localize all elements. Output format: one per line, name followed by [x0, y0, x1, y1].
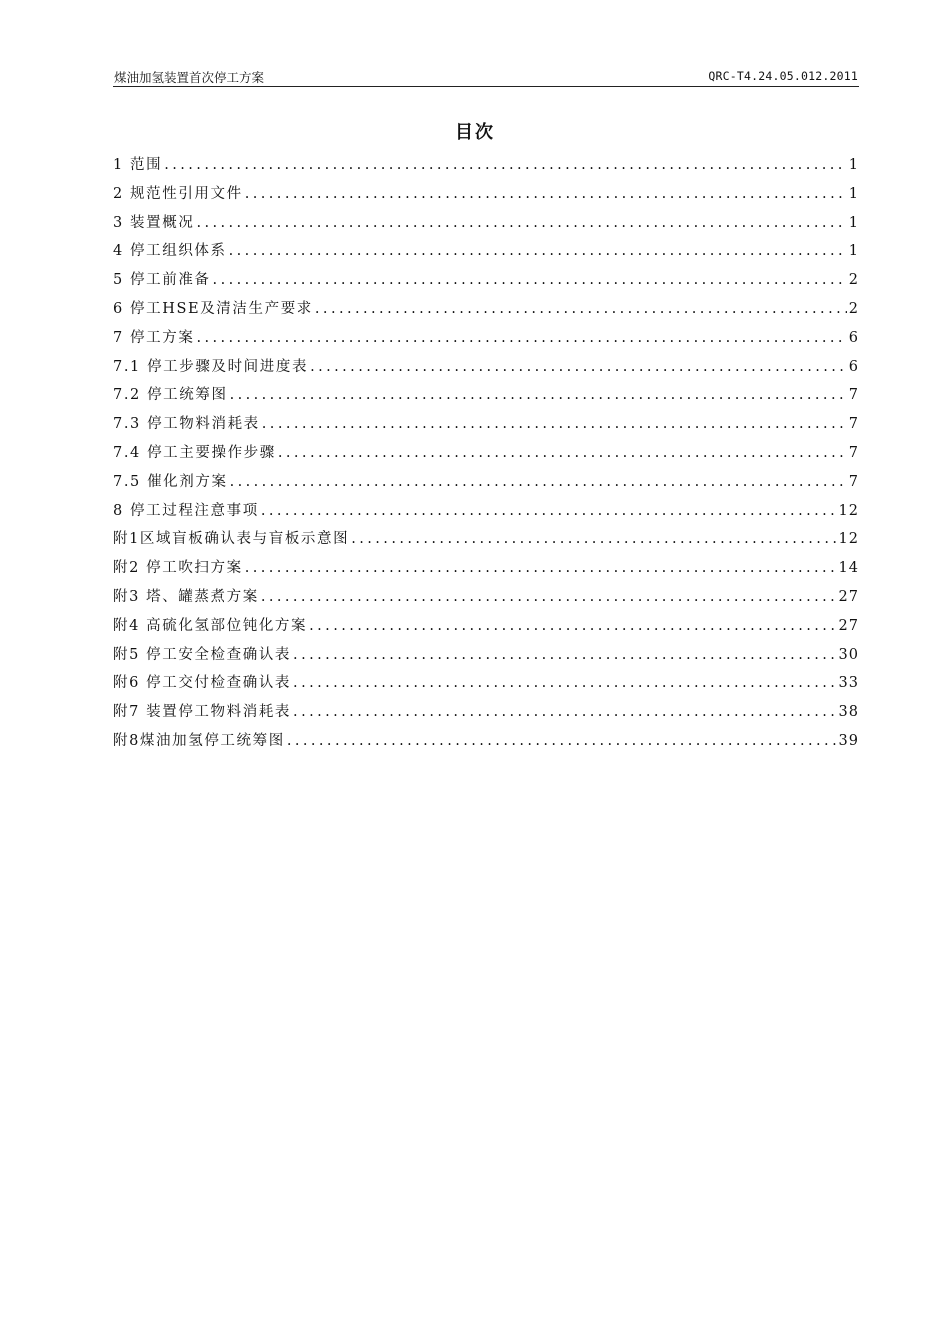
toc-leader-dots [278, 439, 847, 468]
toc-entry-page: 27 [838, 617, 859, 634]
toc-leader-dots [196, 324, 846, 353]
toc-entry[interactable] [113, 353, 859, 382]
toc-leader-dots [262, 410, 847, 439]
toc-entry[interactable] [113, 727, 859, 756]
toc-entry-label: 5 停工前准备 [113, 272, 211, 289]
toc-leader-dots [213, 266, 847, 295]
toc-entry-page: 1 [848, 243, 859, 260]
toc-entry-label: 附6 停工交付检查确认表 [113, 675, 292, 692]
toc-entry[interactable] [113, 641, 859, 670]
toc-entry-label: 附5 停工安全检查确认表 [113, 646, 292, 663]
toc-entry-label: 7.1 停工步骤及时间进度表 [113, 358, 309, 375]
toc-leader-dots [230, 381, 847, 410]
toc-entry[interactable] [113, 266, 859, 295]
toc-entry-label: 7.5 催化剂方案 [113, 473, 228, 490]
toc-entry-label: 2 规范性引用文件 [113, 185, 243, 202]
toc-entry[interactable] [113, 237, 859, 266]
toc-entry[interactable] [113, 439, 859, 468]
toc-entry[interactable] [113, 209, 859, 238]
toc-entry-label: 8 停工过程注意事项 [113, 502, 259, 519]
toc-leader-dots [164, 151, 847, 180]
header-document-code: QRC-T4.24.05.012.2011 [708, 69, 858, 83]
toc-entry[interactable] [113, 151, 859, 180]
toc-leader-dots [309, 612, 836, 641]
toc-entry-page: 6 [848, 329, 859, 346]
page-header [113, 66, 859, 87]
toc-entry-label: 附1区域盲板确认表与盲板示意图 [113, 531, 350, 548]
toc-leader-dots [229, 237, 847, 266]
toc-entry-page: 12 [838, 531, 859, 548]
toc-leader-dots [245, 180, 847, 209]
toc-entry-page: 2 [848, 272, 859, 289]
toc-entry-page: 30 [838, 646, 859, 663]
toc-entry-label: 附4 高硫化氢部位钝化方案 [113, 617, 308, 634]
toc-entry-page: 38 [838, 704, 859, 721]
toc-entry-page: 1 [848, 185, 859, 202]
toc-entry-page: 6 [848, 358, 859, 375]
toc-entry[interactable] [113, 583, 859, 612]
toc-entry-page: 7 [848, 444, 859, 461]
toc-leader-dots [293, 641, 837, 670]
toc-entry-label: 7.4 停工主要操作步骤 [113, 444, 276, 461]
toc-entry[interactable] [113, 554, 859, 583]
toc-entry[interactable] [113, 497, 859, 526]
toc-entry-label: 4 停工组织体系 [113, 243, 227, 260]
toc-entry[interactable] [113, 381, 859, 410]
toc-entry[interactable] [113, 698, 859, 727]
toc-entry-page: 7 [848, 416, 859, 433]
toc-entry[interactable] [113, 324, 859, 353]
toc-leader-dots [230, 468, 847, 497]
toc-entry-label: 3 装置概况 [113, 214, 195, 231]
toc-entry-label: 附8煤油加氢停工统筹图 [113, 732, 285, 749]
toc-entry-page: 27 [838, 588, 859, 605]
toc-entry-page: 14 [838, 560, 859, 577]
toc-entry[interactable] [113, 525, 859, 554]
toc-entry-label: 附2 停工吹扫方案 [113, 560, 243, 577]
toc-leader-dots [287, 727, 837, 756]
toc-title: 目次 [455, 122, 495, 143]
toc-entry-label: 6 停工HSE及清洁生产要求 [113, 300, 313, 317]
toc-leader-dots [293, 669, 837, 698]
toc-leader-dots [351, 525, 836, 554]
toc-leader-dots [196, 209, 846, 238]
table-of-contents [113, 151, 859, 756]
toc-entry-label: 附3 塔、罐蒸煮方案 [113, 588, 259, 605]
toc-entry-page: 39 [838, 732, 859, 749]
toc-entry-page: 7 [848, 387, 859, 404]
toc-leader-dots [310, 353, 847, 382]
toc-entry-page: 1 [848, 214, 859, 231]
toc-entry-page: 2 [848, 300, 859, 317]
toc-entry[interactable] [113, 468, 859, 497]
toc-entry-page: 1 [848, 157, 859, 173]
toc-entry-label: 1 范围 [113, 157, 163, 173]
toc-leader-dots [245, 554, 837, 583]
toc-entry[interactable] [113, 410, 859, 439]
toc-leader-dots [293, 698, 837, 727]
toc-entry-label: 7 停工方案 [113, 329, 195, 346]
toc-leader-dots [315, 295, 847, 324]
toc-entry-page: 12 [838, 502, 859, 519]
toc-entry-label: 7.2 停工统筹图 [113, 387, 228, 404]
toc-entry[interactable] [113, 180, 859, 209]
toc-entry-page: 7 [848, 473, 859, 490]
toc-leader-dots [261, 497, 837, 526]
toc-leader-dots [261, 583, 837, 612]
toc-entry-page: 33 [838, 675, 859, 692]
header-document-title: 煤油加氢装置首次停工方案 [114, 70, 265, 85]
toc-entry[interactable] [113, 612, 859, 641]
toc-entry[interactable] [113, 669, 859, 698]
toc-entry-label: 7.3 停工物料消耗表 [113, 416, 260, 433]
toc-entry[interactable] [113, 295, 859, 324]
toc-entry-label: 附7 装置停工物料消耗表 [113, 704, 292, 721]
